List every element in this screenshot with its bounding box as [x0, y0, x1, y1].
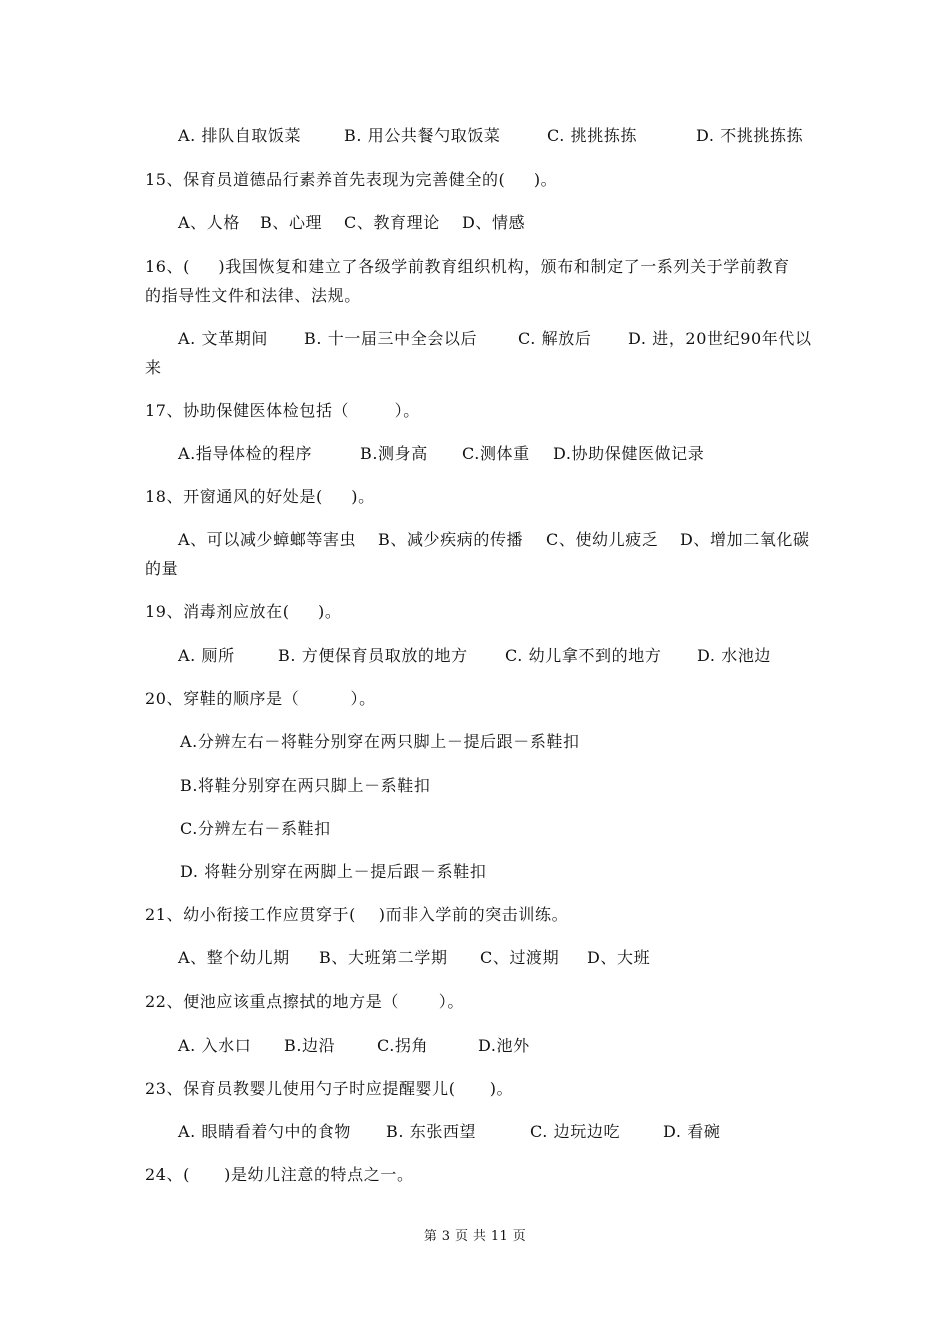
q14-option-d: D. 不挑挑拣拣 — [696, 126, 804, 145]
q19-option-b: B. 方便保育员取放的地方 — [278, 646, 468, 665]
q22-option-b: B.边沿 — [284, 1036, 336, 1055]
q15-option-d: D、情感 — [462, 213, 526, 232]
q16-options-wrap: 来 — [145, 358, 162, 377]
q22-stem: 22、便池应该重点擦拭的地方是（ ）。 — [145, 992, 464, 1011]
q17-option-a: A.指导体检的程序 — [178, 444, 313, 463]
q22-option-a: A. 入水口 — [178, 1036, 252, 1055]
q20-option-a: A.分辨左右－将鞋分别穿在两只脚上－提后跟－系鞋扣 — [180, 732, 580, 751]
q18-options-wrap: 的量 — [145, 559, 179, 578]
q16-option-c: C. 解放后 — [518, 329, 592, 348]
q20-option-d: D. 将鞋分别穿在两脚上－提后跟－系鞋扣 — [180, 862, 487, 881]
q24-stem: 24、( )是幼儿注意的特点之一。 — [145, 1165, 414, 1184]
q17-option-d: D.协助保健医做记录 — [553, 444, 705, 463]
q21-option-d: D、大班 — [587, 948, 651, 967]
q16-option-d: D. 进，20世纪90年代以 — [628, 329, 812, 348]
q23-option-a: A. 眼睛看着勺中的食物 — [178, 1122, 351, 1141]
q14-option-a: A. 排队自取饭菜 — [178, 126, 302, 145]
q18-option-a: A、可以减少蟑螂等害虫 — [178, 530, 357, 549]
q16-stem-line1: 16、( )我国恢复和建立了各级学前教育组织机构，颁布和制定了一系列关于学前教育 — [145, 257, 790, 276]
q19-option-a: A. 厕所 — [178, 646, 235, 665]
q15-option-c: C、教育理论 — [344, 213, 440, 232]
q21-option-b: B、大班第二学期 — [319, 948, 448, 967]
q20-option-c: C.分辨左右－系鞋扣 — [180, 819, 331, 838]
q19-option-d: D. 水池边 — [697, 646, 772, 665]
q17-option-b: B.测身高 — [360, 444, 428, 463]
q17-stem: 17、协助保健医体检包括（ ）。 — [145, 401, 420, 420]
q16-option-a: A. 文革期间 — [178, 329, 268, 348]
q19-option-c: C. 幼儿拿不到的地方 — [505, 646, 662, 665]
q15-stem: 15、保育员道德品行素养首先表现为完善健全的( )。 — [145, 170, 558, 189]
q22-option-d: D.池外 — [478, 1036, 530, 1055]
q14-option-c: C. 挑挑拣拣 — [547, 126, 638, 145]
q17-option-c: C.测体重 — [462, 444, 530, 463]
q23-option-b: B. 东张西望 — [386, 1122, 477, 1141]
q14-option-b: B. 用公共餐勺取饭菜 — [344, 126, 501, 145]
q18-option-b: B、减少疾病的传播 — [378, 530, 524, 549]
q21-stem: 21、幼小衔接工作应贯穿于( )而非入学前的突击训练。 — [145, 905, 569, 924]
q20-option-b: B.将鞋分别穿在两只脚上－系鞋扣 — [180, 776, 431, 795]
q18-stem: 18、开窗通风的好处是( )。 — [145, 487, 375, 506]
q15-option-a: A、人格 — [178, 213, 240, 232]
q19-stem: 19、消毒剂应放在( )。 — [145, 602, 342, 621]
q22-option-c: C.拐角 — [377, 1036, 429, 1055]
q20-stem: 20、穿鞋的顺序是（ ）。 — [145, 689, 376, 708]
q16-option-b: B. 十一届三中全会以后 — [304, 329, 478, 348]
q23-stem: 23、保育员教婴儿使用勺子时应提醒婴儿( )。 — [145, 1079, 514, 1098]
q23-option-d: D. 看碗 — [663, 1122, 721, 1141]
q21-option-c: C、过渡期 — [480, 948, 560, 967]
q23-option-c: C. 边玩边吃 — [530, 1122, 621, 1141]
q15-option-b: B、心理 — [260, 213, 323, 232]
q18-option-d: D、增加二氧化碳 — [680, 530, 810, 549]
page-number-footer: 第 3 页 共 11 页 — [423, 1229, 527, 1244]
q16-stem-line2: 的指导性文件和法律、法规。 — [145, 286, 361, 305]
q21-option-a: A、整个幼儿期 — [178, 948, 290, 967]
q18-option-c: C、使幼儿疲乏 — [546, 530, 659, 549]
